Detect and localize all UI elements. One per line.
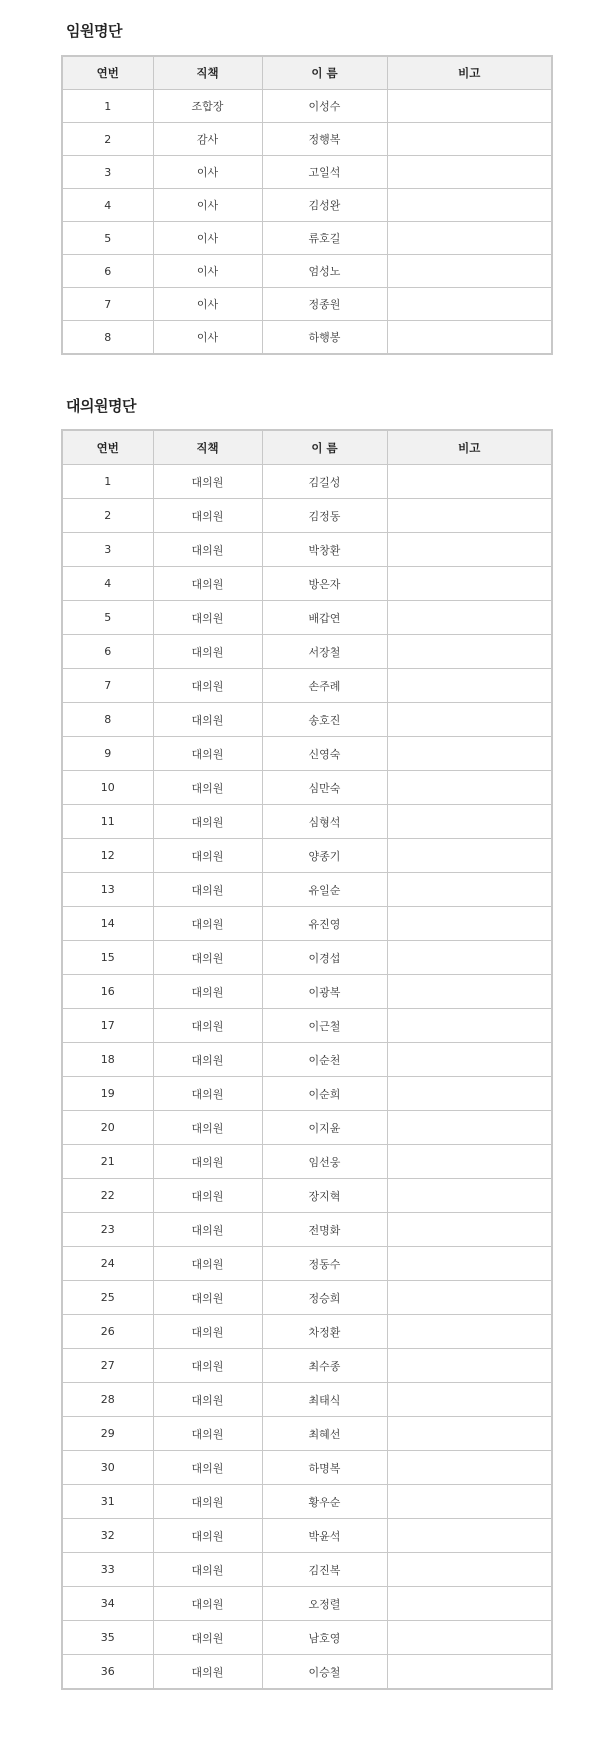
cell-name: 고일석 <box>262 156 387 189</box>
cell-name: 이지윤 <box>262 1111 387 1145</box>
cell-name: 황우순 <box>262 1485 387 1519</box>
cell-name: 김진복 <box>262 1553 387 1587</box>
table-row <box>62 499 552 533</box>
cell-name: 엄성노 <box>262 255 387 288</box>
cell-note <box>387 1315 552 1349</box>
cell-name: 임선웅 <box>262 1145 387 1179</box>
cell-name: 이광복 <box>262 975 387 1009</box>
cell-role: 대의원 <box>153 1145 262 1179</box>
cell-no: 33 <box>62 1553 153 1587</box>
cell-note <box>387 669 552 703</box>
cell-role: 대의원 <box>153 941 262 975</box>
table-row <box>62 1077 552 1111</box>
cell-no: 35 <box>62 1621 153 1655</box>
cell-no: 24 <box>62 1247 153 1281</box>
cell-no: 18 <box>62 1043 153 1077</box>
header-row <box>62 56 552 90</box>
table-row <box>62 1043 552 1077</box>
cell-no: 8 <box>62 703 153 737</box>
cell-role: 대의원 <box>153 1043 262 1077</box>
table-row <box>62 1247 552 1281</box>
cell-note <box>387 1417 552 1451</box>
cell-note <box>387 123 552 156</box>
cell-name: 정승희 <box>262 1281 387 1315</box>
cell-role: 대의원 <box>153 839 262 873</box>
cell-name: 김길성 <box>262 465 387 499</box>
cell-name: 최수종 <box>262 1349 387 1383</box>
cell-no: 23 <box>62 1213 153 1247</box>
table-row <box>62 123 552 156</box>
cell-name: 하행봉 <box>262 321 387 355</box>
table-row <box>62 255 552 288</box>
cell-name: 류호길 <box>262 222 387 255</box>
cell-role: 대의원 <box>153 1553 262 1587</box>
header-note: 비고 <box>387 430 552 465</box>
table-row <box>62 941 552 975</box>
cell-note <box>387 1009 552 1043</box>
cell-no: 1 <box>62 465 153 499</box>
cell-no: 5 <box>62 222 153 255</box>
cell-name: 배갑연 <box>262 601 387 635</box>
table-row <box>62 669 552 703</box>
cell-name: 이순희 <box>262 1077 387 1111</box>
cell-note <box>387 90 552 123</box>
cell-note <box>387 1043 552 1077</box>
officers-table <box>61 55 553 355</box>
cell-no: 26 <box>62 1315 153 1349</box>
cell-name: 방은자 <box>262 567 387 601</box>
cell-role: 대의원 <box>153 1485 262 1519</box>
table-row <box>62 1213 552 1247</box>
cell-name: 하명복 <box>262 1451 387 1485</box>
cell-name: 이성수 <box>262 90 387 123</box>
cell-note <box>387 1349 552 1383</box>
cell-no: 27 <box>62 1349 153 1383</box>
cell-role: 대의원 <box>153 533 262 567</box>
table-row <box>62 601 552 635</box>
cell-role: 대의원 <box>153 1009 262 1043</box>
cell-name: 유일순 <box>262 873 387 907</box>
cell-note <box>387 1111 552 1145</box>
cell-role: 조합장 <box>153 90 262 123</box>
cell-role: 대의원 <box>153 601 262 635</box>
table-row <box>62 1281 552 1315</box>
table-row <box>62 222 552 255</box>
delegates-table <box>61 429 553 1690</box>
cell-no: 14 <box>62 907 153 941</box>
cell-role: 이사 <box>153 156 262 189</box>
cell-name: 남호영 <box>262 1621 387 1655</box>
cell-no: 29 <box>62 1417 153 1451</box>
table-row <box>62 321 552 355</box>
cell-no: 8 <box>62 321 153 355</box>
cell-note <box>387 1451 552 1485</box>
table-row <box>62 1383 552 1417</box>
cell-role: 대의원 <box>153 737 262 771</box>
cell-name: 이순천 <box>262 1043 387 1077</box>
cell-name: 유진영 <box>262 907 387 941</box>
cell-role: 대의원 <box>153 1247 262 1281</box>
cell-note <box>387 601 552 635</box>
cell-name: 이근철 <box>262 1009 387 1043</box>
cell-note <box>387 189 552 222</box>
cell-note <box>387 533 552 567</box>
cell-role: 대의원 <box>153 1349 262 1383</box>
cell-note <box>387 288 552 321</box>
cell-note <box>387 1179 552 1213</box>
table-row <box>62 737 552 771</box>
cell-name: 차정환 <box>262 1315 387 1349</box>
cell-note <box>387 1077 552 1111</box>
cell-no: 32 <box>62 1519 153 1553</box>
cell-no: 31 <box>62 1485 153 1519</box>
cell-note <box>387 222 552 255</box>
table-row <box>62 533 552 567</box>
table-row <box>62 1655 552 1690</box>
cell-no: 7 <box>62 669 153 703</box>
cell-role: 대의원 <box>153 1655 262 1690</box>
cell-note <box>387 839 552 873</box>
cell-no: 2 <box>62 123 153 156</box>
cell-no: 5 <box>62 601 153 635</box>
cell-name: 신영숙 <box>262 737 387 771</box>
cell-note <box>387 805 552 839</box>
cell-name: 최혜선 <box>262 1417 387 1451</box>
cell-name: 정동수 <box>262 1247 387 1281</box>
table-row <box>62 1587 552 1621</box>
cell-role: 대의원 <box>153 567 262 601</box>
cell-name: 박창환 <box>262 533 387 567</box>
cell-name: 정종원 <box>262 288 387 321</box>
cell-role: 대의원 <box>153 465 262 499</box>
table-row <box>62 1179 552 1213</box>
cell-note <box>387 1213 552 1247</box>
table-row <box>62 156 552 189</box>
cell-no: 36 <box>62 1655 153 1690</box>
header-role: 직책 <box>153 56 262 90</box>
cell-name: 김정동 <box>262 499 387 533</box>
cell-name: 이경섭 <box>262 941 387 975</box>
table-row <box>62 703 552 737</box>
cell-role: 대의원 <box>153 975 262 1009</box>
table-row <box>62 288 552 321</box>
cell-name: 손주례 <box>262 669 387 703</box>
cell-note <box>387 941 552 975</box>
cell-role: 대의원 <box>153 1383 262 1417</box>
cell-no: 28 <box>62 1383 153 1417</box>
header-note: 비고 <box>387 56 552 90</box>
cell-no: 25 <box>62 1281 153 1315</box>
cell-no: 7 <box>62 288 153 321</box>
cell-note <box>387 321 552 355</box>
cell-role: 대의원 <box>153 703 262 737</box>
cell-role: 대의원 <box>153 669 262 703</box>
header-no: 연번 <box>62 430 153 465</box>
cell-note <box>387 1281 552 1315</box>
table-row <box>62 1519 552 1553</box>
cell-name: 정행복 <box>262 123 387 156</box>
cell-role: 이사 <box>153 189 262 222</box>
cell-no: 9 <box>62 737 153 771</box>
cell-note <box>387 1587 552 1621</box>
table-row <box>62 1417 552 1451</box>
cell-no: 13 <box>62 873 153 907</box>
cell-role: 대의원 <box>153 499 262 533</box>
cell-note <box>387 255 552 288</box>
cell-note <box>387 465 552 499</box>
cell-note <box>387 1145 552 1179</box>
cell-name: 양종기 <box>262 839 387 873</box>
cell-no: 10 <box>62 771 153 805</box>
cell-no: 2 <box>62 499 153 533</box>
cell-note <box>387 1519 552 1553</box>
cell-role: 대의원 <box>153 1519 262 1553</box>
cell-no: 17 <box>62 1009 153 1043</box>
officers-title: 임원명단 <box>66 22 122 40</box>
cell-role: 대의원 <box>153 1179 262 1213</box>
cell-note <box>387 156 552 189</box>
header-role: 직책 <box>153 430 262 465</box>
cell-name: 전명화 <box>262 1213 387 1247</box>
table-row <box>62 90 552 123</box>
cell-no: 19 <box>62 1077 153 1111</box>
cell-role: 대의원 <box>153 1315 262 1349</box>
cell-role: 대의원 <box>153 1451 262 1485</box>
cell-note <box>387 1485 552 1519</box>
cell-role: 대의원 <box>153 907 262 941</box>
table-row <box>62 635 552 669</box>
table-row <box>62 1315 552 1349</box>
table-row <box>62 771 552 805</box>
cell-no: 1 <box>62 90 153 123</box>
cell-note <box>387 1621 552 1655</box>
cell-note <box>387 975 552 1009</box>
cell-role: 대의원 <box>153 1111 262 1145</box>
cell-name: 송호진 <box>262 703 387 737</box>
cell-no: 4 <box>62 189 153 222</box>
cell-no: 12 <box>62 839 153 873</box>
cell-role: 대의원 <box>153 873 262 907</box>
cell-note <box>387 1553 552 1587</box>
cell-note <box>387 1247 552 1281</box>
table-row <box>62 839 552 873</box>
table-row <box>62 567 552 601</box>
cell-note <box>387 1655 552 1690</box>
cell-no: 6 <box>62 255 153 288</box>
cell-role: 대의원 <box>153 1621 262 1655</box>
table-row <box>62 805 552 839</box>
cell-name: 장지혁 <box>262 1179 387 1213</box>
cell-no: 16 <box>62 975 153 1009</box>
table-row <box>62 1111 552 1145</box>
cell-no: 21 <box>62 1145 153 1179</box>
header-name: 이 름 <box>262 56 387 90</box>
header-name: 이 름 <box>262 430 387 465</box>
table-row <box>62 1349 552 1383</box>
cell-note <box>387 907 552 941</box>
cell-name: 심형석 <box>262 805 387 839</box>
cell-role: 대의원 <box>153 805 262 839</box>
cell-no: 6 <box>62 635 153 669</box>
cell-role: 대의원 <box>153 1281 262 1315</box>
cell-note <box>387 873 552 907</box>
cell-no: 15 <box>62 941 153 975</box>
header-no: 연번 <box>62 56 153 90</box>
cell-role: 이사 <box>153 321 262 355</box>
table-row <box>62 907 552 941</box>
cell-role: 대의원 <box>153 771 262 805</box>
cell-note <box>387 635 552 669</box>
cell-role: 대의원 <box>153 635 262 669</box>
cell-role: 감사 <box>153 123 262 156</box>
cell-no: 3 <box>62 533 153 567</box>
header-row <box>62 430 552 465</box>
cell-role: 대의원 <box>153 1077 262 1111</box>
table-row <box>62 189 552 222</box>
cell-no: 20 <box>62 1111 153 1145</box>
cell-name: 심만숙 <box>262 771 387 805</box>
cell-note <box>387 737 552 771</box>
cell-name: 서장철 <box>262 635 387 669</box>
cell-note <box>387 703 552 737</box>
cell-note <box>387 1383 552 1417</box>
cell-role: 대의원 <box>153 1587 262 1621</box>
table-row <box>62 1553 552 1587</box>
cell-no: 34 <box>62 1587 153 1621</box>
cell-no: 11 <box>62 805 153 839</box>
cell-note <box>387 499 552 533</box>
cell-note <box>387 771 552 805</box>
cell-name: 김성완 <box>262 189 387 222</box>
table-row <box>62 1621 552 1655</box>
table-row <box>62 1009 552 1043</box>
table-row <box>62 1451 552 1485</box>
table-row <box>62 1145 552 1179</box>
table-row <box>62 975 552 1009</box>
cell-name: 이승철 <box>262 1655 387 1690</box>
cell-no: 3 <box>62 156 153 189</box>
cell-role: 이사 <box>153 222 262 255</box>
table-row <box>62 465 552 499</box>
cell-name: 최태식 <box>262 1383 387 1417</box>
cell-role: 대의원 <box>153 1417 262 1451</box>
cell-note <box>387 567 552 601</box>
cell-no: 22 <box>62 1179 153 1213</box>
cell-role: 대의원 <box>153 1213 262 1247</box>
cell-role: 이사 <box>153 255 262 288</box>
table-row <box>62 873 552 907</box>
cell-no: 4 <box>62 567 153 601</box>
cell-name: 박윤석 <box>262 1519 387 1553</box>
delegates-title: 대의원명단 <box>66 397 136 415</box>
table-row <box>62 1485 552 1519</box>
cell-role: 이사 <box>153 288 262 321</box>
cell-name: 오정렬 <box>262 1587 387 1621</box>
cell-no: 30 <box>62 1451 153 1485</box>
